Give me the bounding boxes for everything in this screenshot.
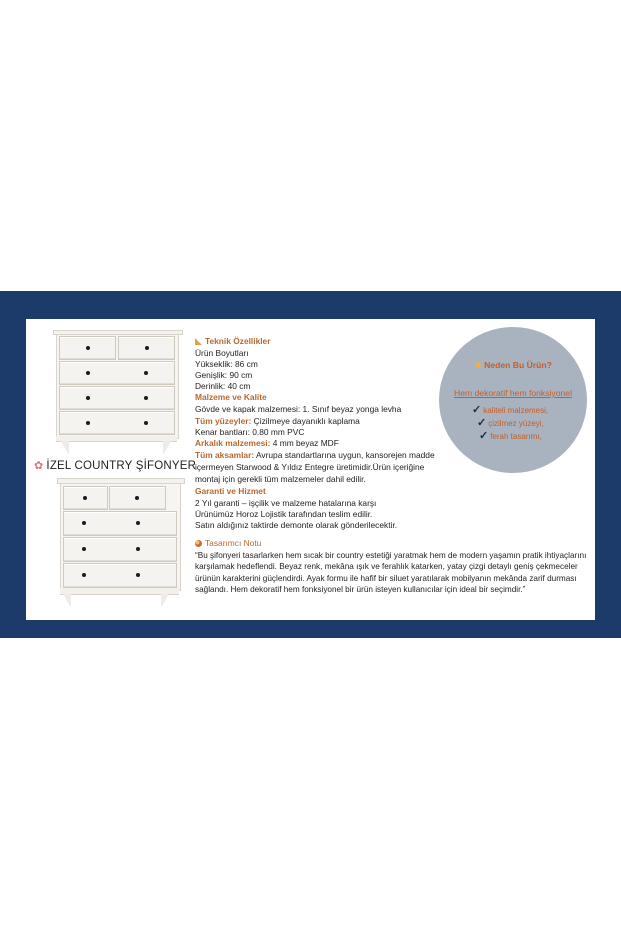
drawer [63, 511, 177, 536]
surfaces-value: Çizilmeye dayanıklı kaplama [251, 416, 360, 426]
why-subtitle: Hem dekoratif hem fonksiyonel [454, 388, 572, 398]
why-item: ✓ kaliteli malzemesi, [472, 404, 549, 416]
dimensions-title: Ürün Boyutları [195, 348, 249, 358]
surfaces-key: Tüm yüzeyler: [195, 416, 252, 426]
back-value: 4 mm beyaz MDF [270, 438, 339, 448]
ruler-triangle-icon [195, 338, 202, 345]
check-icon: ✓ [472, 404, 482, 416]
body-material: Gövde ve kapak malzemesi: 1. Sınıf beyaz yonga levha [195, 404, 402, 414]
depth-value: Derinlik: 40 cm [195, 381, 251, 391]
hardware-line-3: montaj için gerekli tüm malzemeler dahil edilir. [195, 474, 366, 484]
drawer [63, 563, 177, 588]
drawer [109, 486, 166, 510]
back-key: Arkalık malzemesi: [195, 438, 271, 448]
why-this-product-circle [439, 327, 587, 473]
why-item: ✓ ferah tasarımı, [479, 430, 542, 442]
hardware-key: Tüm aksamlar: [195, 450, 255, 460]
drawer [59, 411, 175, 435]
width-value: Genişlik: 90 cm [195, 370, 253, 380]
back-line [195, 438, 339, 449]
edge-band: Kenar bantları: 0.80 mm PVC [195, 427, 305, 437]
dresser-image-large [57, 478, 185, 618]
star-icon: ★ [474, 360, 483, 370]
drawer [63, 537, 177, 562]
check-icon: ✓ [479, 430, 489, 442]
hardware-value: Avrupa standartlarına uygun, kansorejen madde [254, 450, 435, 460]
product-name: ✿ İZEL COUNTRY ŞİFONYER [34, 460, 197, 472]
hardware-line-2: içermeyen Starwood & Yıldız Entegre üretimidir.Ürün içeriğine [195, 462, 425, 472]
warranty-line-1: 2 Yıl garanti – işçilik ve malzeme hatalarına karşı [195, 498, 377, 508]
drawer [59, 336, 116, 360]
material-title: Malzeme ve Kalite [195, 392, 267, 402]
designer-note-title: Tasarımcı Notu [195, 538, 261, 549]
dresser-image-small [53, 330, 183, 458]
tech-specs-title: Teknik Özellikler [195, 336, 270, 347]
drawer [59, 386, 175, 410]
drawer [118, 336, 175, 360]
height-value: Yükseklik: 86 cm [195, 359, 258, 369]
check-icon: ✓ [477, 417, 487, 429]
palette-icon [195, 540, 202, 547]
drawer [59, 361, 175, 385]
hardware-line [195, 450, 435, 461]
warranty-line-3: Satın aldığınız taktirde demonte olarak gönderilecektir. [195, 520, 398, 530]
warranty-line-2: Ürünümüz Horoz Lojistik tarafından teslim edilir. [195, 509, 373, 519]
drawer [63, 486, 108, 510]
surfaces-line [195, 416, 360, 427]
why-title: ★ Neden Bu Ürün? [474, 360, 552, 370]
warranty-title: Garanti ve Hizmet [195, 486, 266, 496]
designer-note-text: “Bu şifonyeri tasarlarken hem sıcak bir country estetiği yaratmak hem de modern yaşamın pratik ihtiyaçlarını karşılamak hedeflendi. Beyaz renk, mekâna ışık ve ferahlık katarken, yatay çizgi detaylı geniş çekmeceler ürünün karakterini güçlendirdi. Ayak formu ile hafif bir siluet yaratılarak mobilyanın mekânda zarif durması sağlandı. Hem dekoratif hem fonksiyonel bir ürün isteyen kullanıcılar için ideal bir seçimdir.” [195, 551, 587, 594]
why-item: ✓ çizilmez yüzeyi, [477, 417, 544, 429]
flower-icon: ✿ [34, 460, 44, 472]
